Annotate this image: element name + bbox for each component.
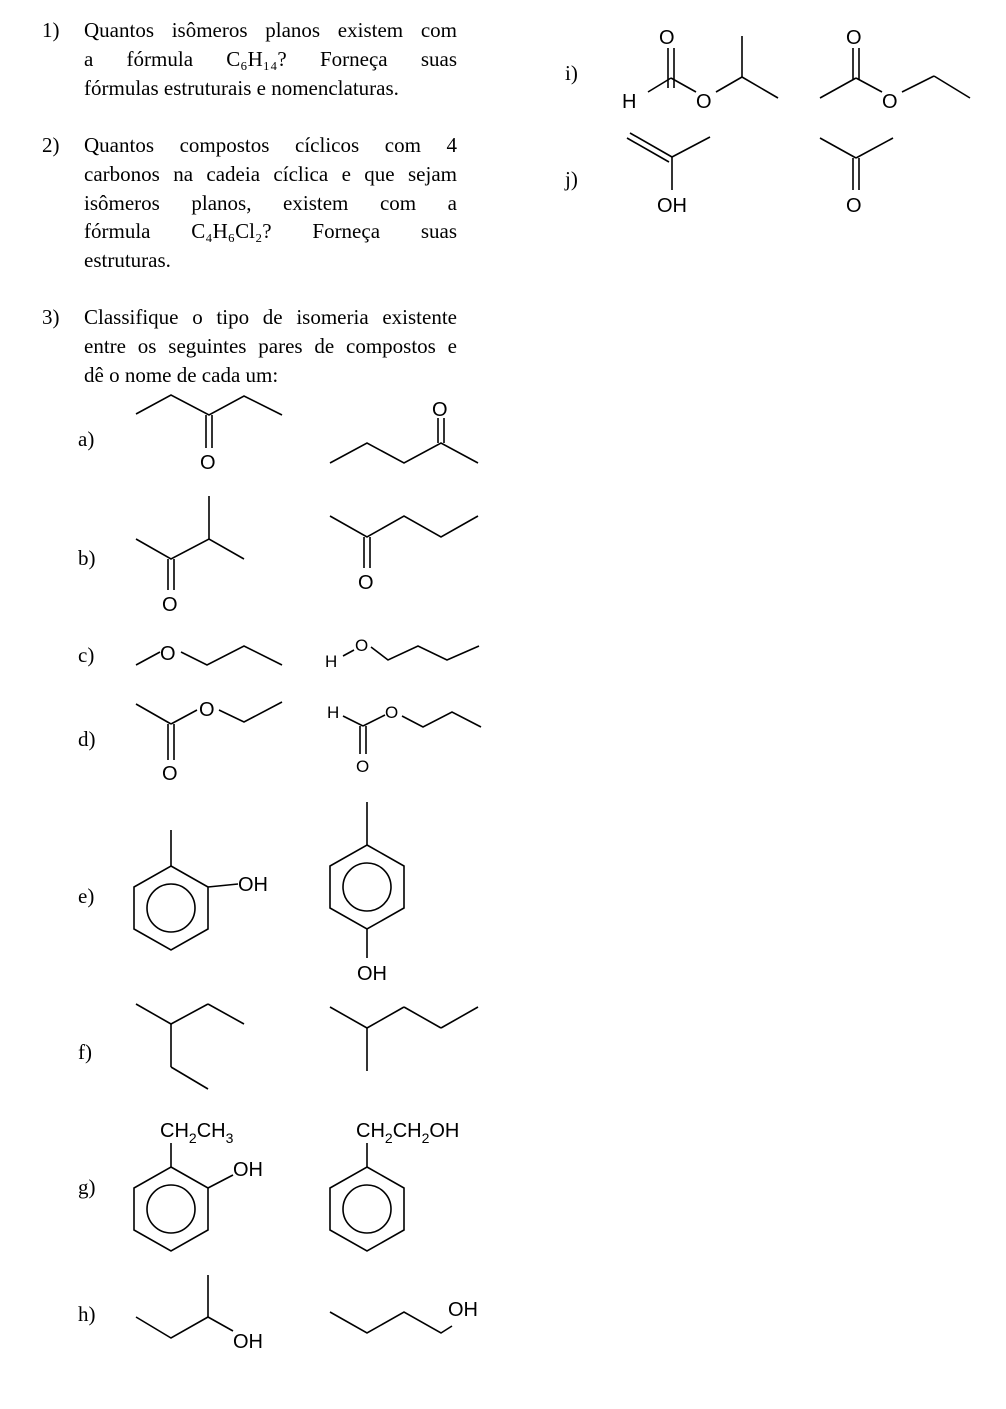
structure-j-right bbox=[820, 138, 893, 217]
structure-g-right bbox=[330, 1120, 459, 1251]
structure-f-right bbox=[330, 1007, 478, 1071]
oxygen-atom: O bbox=[200, 452, 216, 474]
structure-a-right bbox=[330, 399, 478, 463]
question-number: 1) bbox=[42, 18, 60, 42]
structure-d-right bbox=[327, 703, 481, 776]
item-label-h: h) bbox=[78, 1302, 96, 1326]
question-line: estruturas. bbox=[84, 248, 171, 273]
oxygen-atom: O bbox=[162, 763, 178, 785]
oxygen-atom: O bbox=[355, 636, 369, 655]
oxygen-atom: O bbox=[162, 594, 178, 616]
hydrogen-atom: H bbox=[327, 703, 340, 722]
item-label-c: c) bbox=[78, 643, 95, 667]
oxygen-atom: O bbox=[356, 757, 370, 776]
oxygen-atom: O bbox=[846, 27, 862, 49]
structure-e-right bbox=[330, 802, 404, 985]
question-line: dê o nome de cada um: bbox=[84, 362, 279, 387]
structure-i-left bbox=[622, 27, 778, 113]
oxygen-atom: O bbox=[659, 27, 675, 49]
oxygen-atom: O bbox=[846, 195, 862, 217]
question-line: Quantos compostos cíclicos com 4 bbox=[84, 133, 457, 157]
oxygen-atom: O bbox=[696, 91, 712, 113]
structure-b-left bbox=[136, 496, 244, 616]
oxygen-atom: O bbox=[385, 703, 399, 722]
hydroxyl-group: OH bbox=[233, 1159, 263, 1181]
question-number: 3) bbox=[42, 305, 60, 329]
item-label-j: j) bbox=[565, 167, 578, 191]
question-line: Quantos isômeros planos existem com bbox=[84, 18, 457, 42]
structure-b-right bbox=[330, 516, 478, 594]
item-label-g: g) bbox=[78, 1175, 96, 1199]
oxygen-atom: O bbox=[358, 572, 374, 594]
hydrogen-atom: H bbox=[325, 652, 338, 671]
hydroxyethyl-formula: $CH_2CH_2OH$ bbox=[356, 1120, 460, 1146]
structure-e-left bbox=[134, 830, 268, 950]
item-label-f: f) bbox=[78, 1040, 92, 1064]
hydroxyl-group: OH bbox=[233, 1331, 263, 1353]
question-line: entre os seguintes pares de compostos e bbox=[84, 333, 457, 358]
structure-h-right bbox=[330, 1299, 478, 1333]
item-label-d: d) bbox=[78, 727, 96, 751]
structure-j-left bbox=[627, 133, 710, 217]
item-label-e: e) bbox=[78, 884, 95, 908]
oxygen-atom: O bbox=[882, 91, 898, 113]
item-label-a: a) bbox=[78, 427, 95, 451]
structure-a-left bbox=[136, 395, 282, 474]
oxygen-atom: O bbox=[160, 643, 176, 665]
structure-c-right bbox=[325, 636, 479, 671]
question-line: a fórmula C₆H₁₄? Forneça suas bbox=[84, 46, 457, 71]
structure-f-left bbox=[136, 1004, 244, 1089]
question-line: carbonos na cadeia cíclica e que sejam bbox=[84, 161, 457, 186]
item-label-i: i) bbox=[565, 61, 578, 85]
structure-i-right bbox=[820, 27, 970, 113]
hydrogen-atom: H bbox=[622, 91, 637, 113]
structure-c-left bbox=[136, 643, 282, 665]
question-line: fórmula C₄H₆Cl₂? Forneça suas bbox=[84, 219, 457, 244]
hydroxyl-group: OH bbox=[357, 963, 387, 985]
ethyl-formula: $CH_2CH_3$ bbox=[160, 1120, 234, 1146]
structure-d-left bbox=[136, 699, 282, 785]
question-number: 2) bbox=[42, 133, 60, 157]
hydroxyl-group: OH bbox=[657, 195, 687, 217]
hydroxyl-group: OH bbox=[448, 1299, 478, 1321]
hydroxyl-group: OH bbox=[238, 874, 268, 896]
question-line: Classifique o tipo de isomeria existente bbox=[84, 305, 457, 329]
oxygen-atom: O bbox=[199, 699, 215, 721]
question-line: fórmulas estruturais e nomenclaturas. bbox=[84, 75, 399, 100]
item-label-b: b) bbox=[78, 546, 96, 570]
structure-g-left bbox=[134, 1120, 263, 1251]
structure-h-left bbox=[136, 1275, 263, 1353]
question-line: isômeros planos, existem com a bbox=[84, 190, 457, 215]
oxygen-atom: O bbox=[432, 399, 448, 421]
